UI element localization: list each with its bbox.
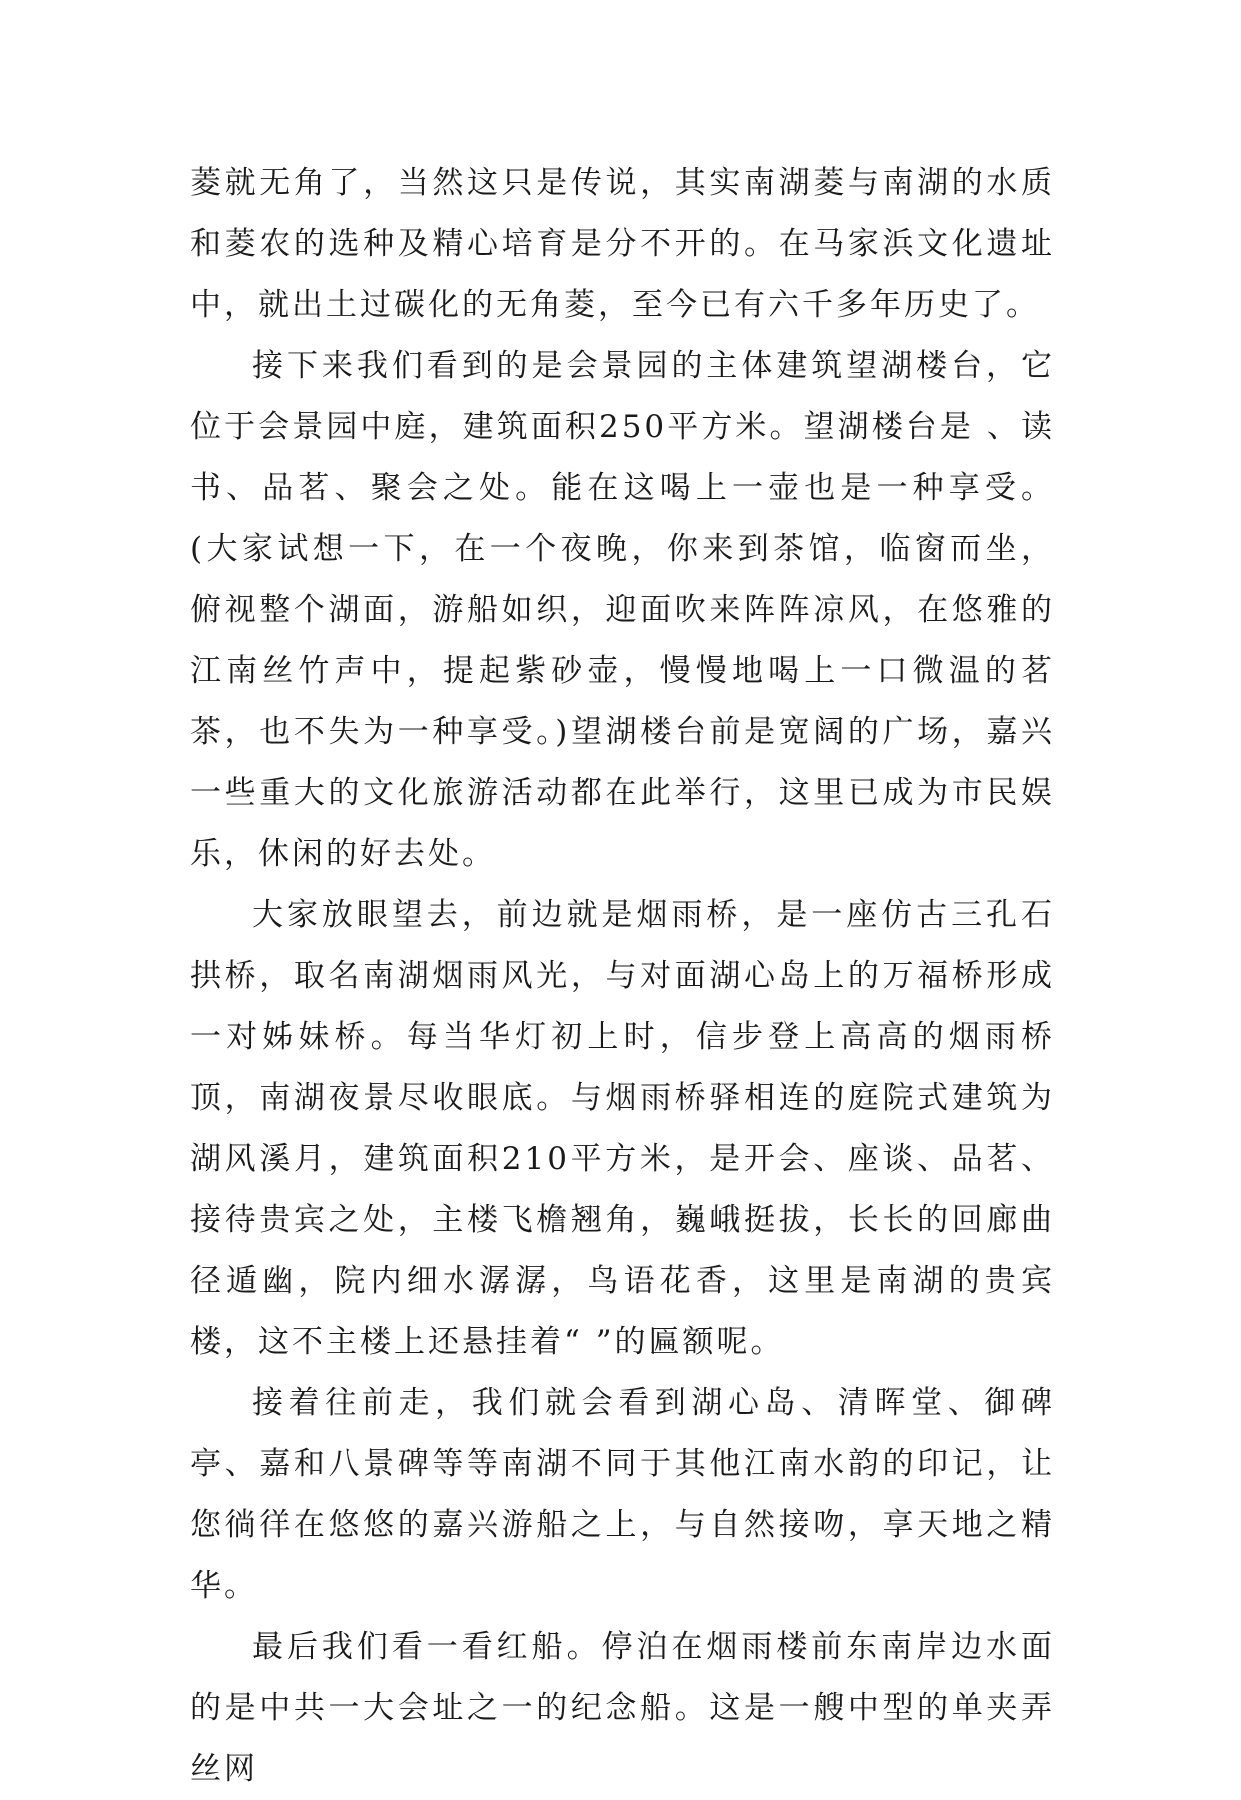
paragraph-4: 接着往前走，我们就会看到湖心岛、清晖堂、御碑亭、嘉和八景碑等等南湖不同于其他江南水韵的印记，让您徜徉在悠悠的嘉兴游船之上，与自然接吻，享天地之精华。 [190, 1385, 1055, 1604]
paragraph-5: 最后我们看一看红船。停泊在烟雨楼前东南岸边水面的是中共一大会址之一的纪念船。这是一艘中型的单夹弄丝网 [190, 1629, 1055, 1787]
paragraph-3: 大家放眼望去，前边就是烟雨桥，是一座仿古三孔石拱桥，取名南湖烟雨风光，与对面湖心岛上的万福桥形成一对姊妹桥。每当华灯初上时，信步登上高高的烟雨桥顶，南湖夜景尽收眼底。与烟雨桥驿相连的庭院式建筑为湖风溪月，建筑面积210平方米，是开会、座谈、品茗、接待贵宾之处，主楼飞檐翘角，巍峨挺拔，长长的回廊曲径遁幽，院内细水潺潺，鸟语花香，这里是南湖的贵宾楼，这不主楼上还悬挂着“ ”的匾额呢。 [190, 897, 1055, 1360]
paragraph-1: 菱就无角了，当然这只是传说，其实南湖菱与南湖的水质和菱农的选种及精心培育是分不开的。在马家浜文化遗址中，就出土过碳化的无角菱，至今已有六千多年历史了。 [190, 165, 1055, 323]
paragraph-2: 接下来我们看到的是会景园的主体建筑望湖楼台，它位于会景园中庭，建筑面积250平方米。望湖楼台是 、读书、品茗、聚会之处。能在这喝上一壶也是一种享受。(大家试想一下，在一个夜晚，你来到茶馆，临窗而坐，俯视整个湖面，游船如织，迎面吹来阵阵凉风，在悠雅的江南丝竹声中，提起紫砂壶，慢慢地喝上一口微温的茗茶，也不失为一种享受。)望湖楼台前是宽阔的广场，嘉兴一些重大的文化旅游活动都在此举行，这里已成为市民娱乐，休闲的好去处。 [190, 348, 1055, 872]
document-body [190, 153, 1055, 1800]
